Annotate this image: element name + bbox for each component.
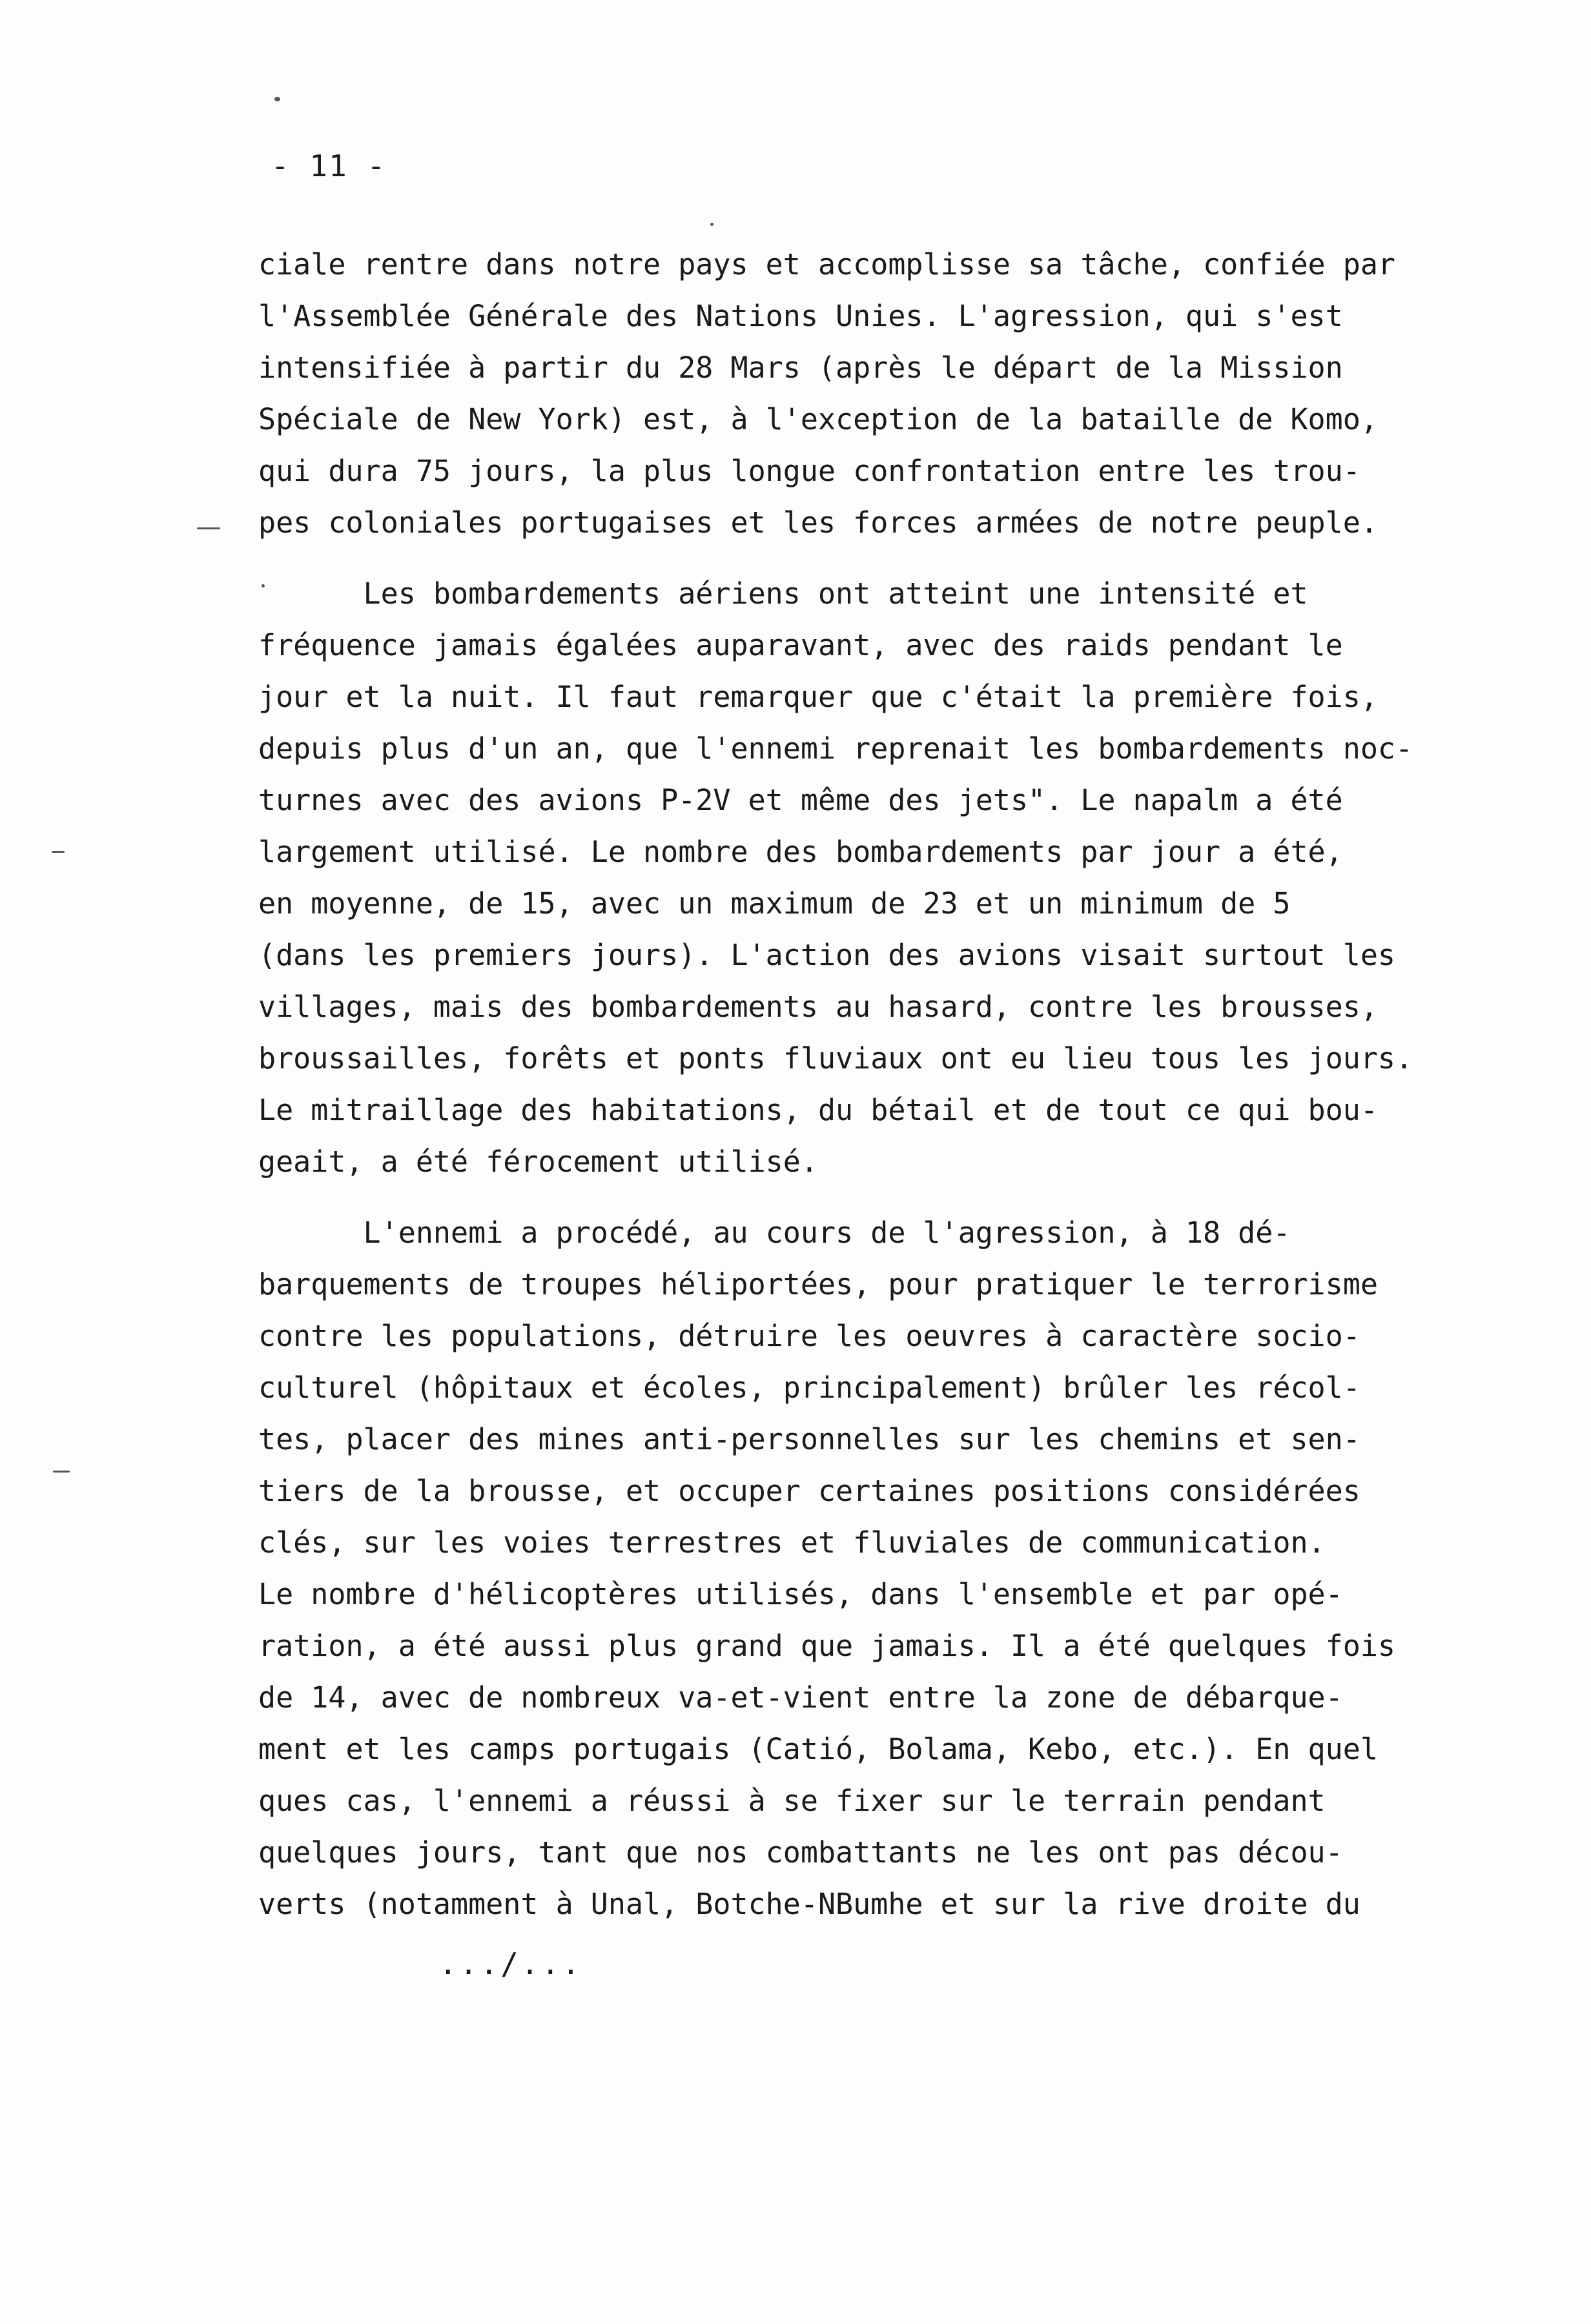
text-line: geait, a été férocement utilisé. [258,1145,818,1179]
paragraph-gap [258,549,1517,568]
text-line: L'ennemi a procédé, au cours de l'agression, à 18 dé- [258,1216,1291,1250]
text-line: ment et les camps portugais (Catió, Bolama, Kebo, etc.). En quel [258,1732,1378,1766]
text-line: barquements de troupes héliportées, pour pratiquer le terrorisme [258,1267,1378,1301]
text-line: (dans les premiers jours). L'action des avions visait surtout les [258,938,1395,972]
page-speck [53,1471,70,1473]
text-line: ques cas, l'ennemi a réussi à se fixer sur le terrain pendant [258,1784,1326,1818]
text-line: depuis plus d'un an, que l'ennemi reprenait les bombardements noc- [258,731,1413,766]
text-line: ciale rentre dans notre pays et accomplisse sa tâche, confiée par [258,247,1395,281]
paragraph [258,568,1517,1188]
paragraph [258,1207,1517,1930]
text-line: turnes avec des avions P-2V et même des jets". Le napalm a été [258,783,1343,817]
text-line: de 14, avec de nombreux va-et-vient entre la zone de débarque- [258,1680,1343,1715]
continuation-mark: .../... [439,1946,582,1981]
text-line: quelques jours, tant que nos combattants ne les ont pas décou- [258,1835,1343,1870]
text-line: intensifiée à partir du 28 Mars (après le départ de la Mission [258,351,1343,385]
text-line: tes, placer des mines anti-personnelles sur les chemins et sen- [258,1422,1360,1456]
text-line: Les bombardements aériens ont atteint une intensité et [258,576,1308,611]
page-speck [274,97,280,101]
text-line: ration, a été aussi plus grand que jamais. Il a été quelques fois [258,1629,1395,1663]
text-line: tiers de la brousse, et occuper certaines positions considérées [258,1474,1360,1508]
paragraph [258,239,1517,549]
page-speck [197,527,220,529]
text-line: clés, sur les voies terrestres et fluviales de communication. [258,1525,1326,1560]
text-line: contre les populations, détruire les oeuvres à caractère socio- [258,1319,1360,1353]
text-line: l'Assemblée Générale des Nations Unies. L'agression, qui s'est [258,299,1343,333]
text-line: largement utilisé. Le nombre des bombardements par jour a été, [258,835,1343,869]
text-line: jour et la nuit. Il faut remarquer que c'était la première fois, [258,680,1378,714]
text-line: culturel (hôpitaux et écoles, principalement) brûler les récol- [258,1371,1360,1405]
text-line: qui dura 75 jours, la plus longue confrontation entre les trou- [258,454,1360,488]
text-line: Le nombre d'hélicoptères utilisés, dans l'ensemble et par opé- [258,1577,1343,1611]
text-line: Spéciale de New York) est, à l'exception de la bataille de Komo, [258,402,1378,436]
text-line: verts (notamment à Unal, Botche-NBumhe et sur la rive droite du [258,1887,1360,1921]
paragraph-gap [258,1188,1517,1207]
page-number: - 11 - [271,148,387,183]
text-line: en moyenne, de 15, avec un maximum de 23 et un minimum de 5 [258,886,1291,921]
text-line: Le mitraillage des habitations, du bétail et de tout ce qui bou- [258,1093,1378,1127]
page-speck [710,223,713,226]
text-line: broussailles, forêts et ponts fluviaux ont eu lieu tous les jours. [258,1041,1413,1075]
text-line: fréquence jamais égalées auparavant, avec des raids pendant le [258,628,1343,662]
page-speck [52,851,65,853]
text-line: villages, mais des bombardements au hasard, contre les brousses, [258,990,1378,1024]
body-text [258,239,1517,1930]
text-line: pes coloniales portugaises et les forces armées de notre peuple. [258,505,1378,540]
